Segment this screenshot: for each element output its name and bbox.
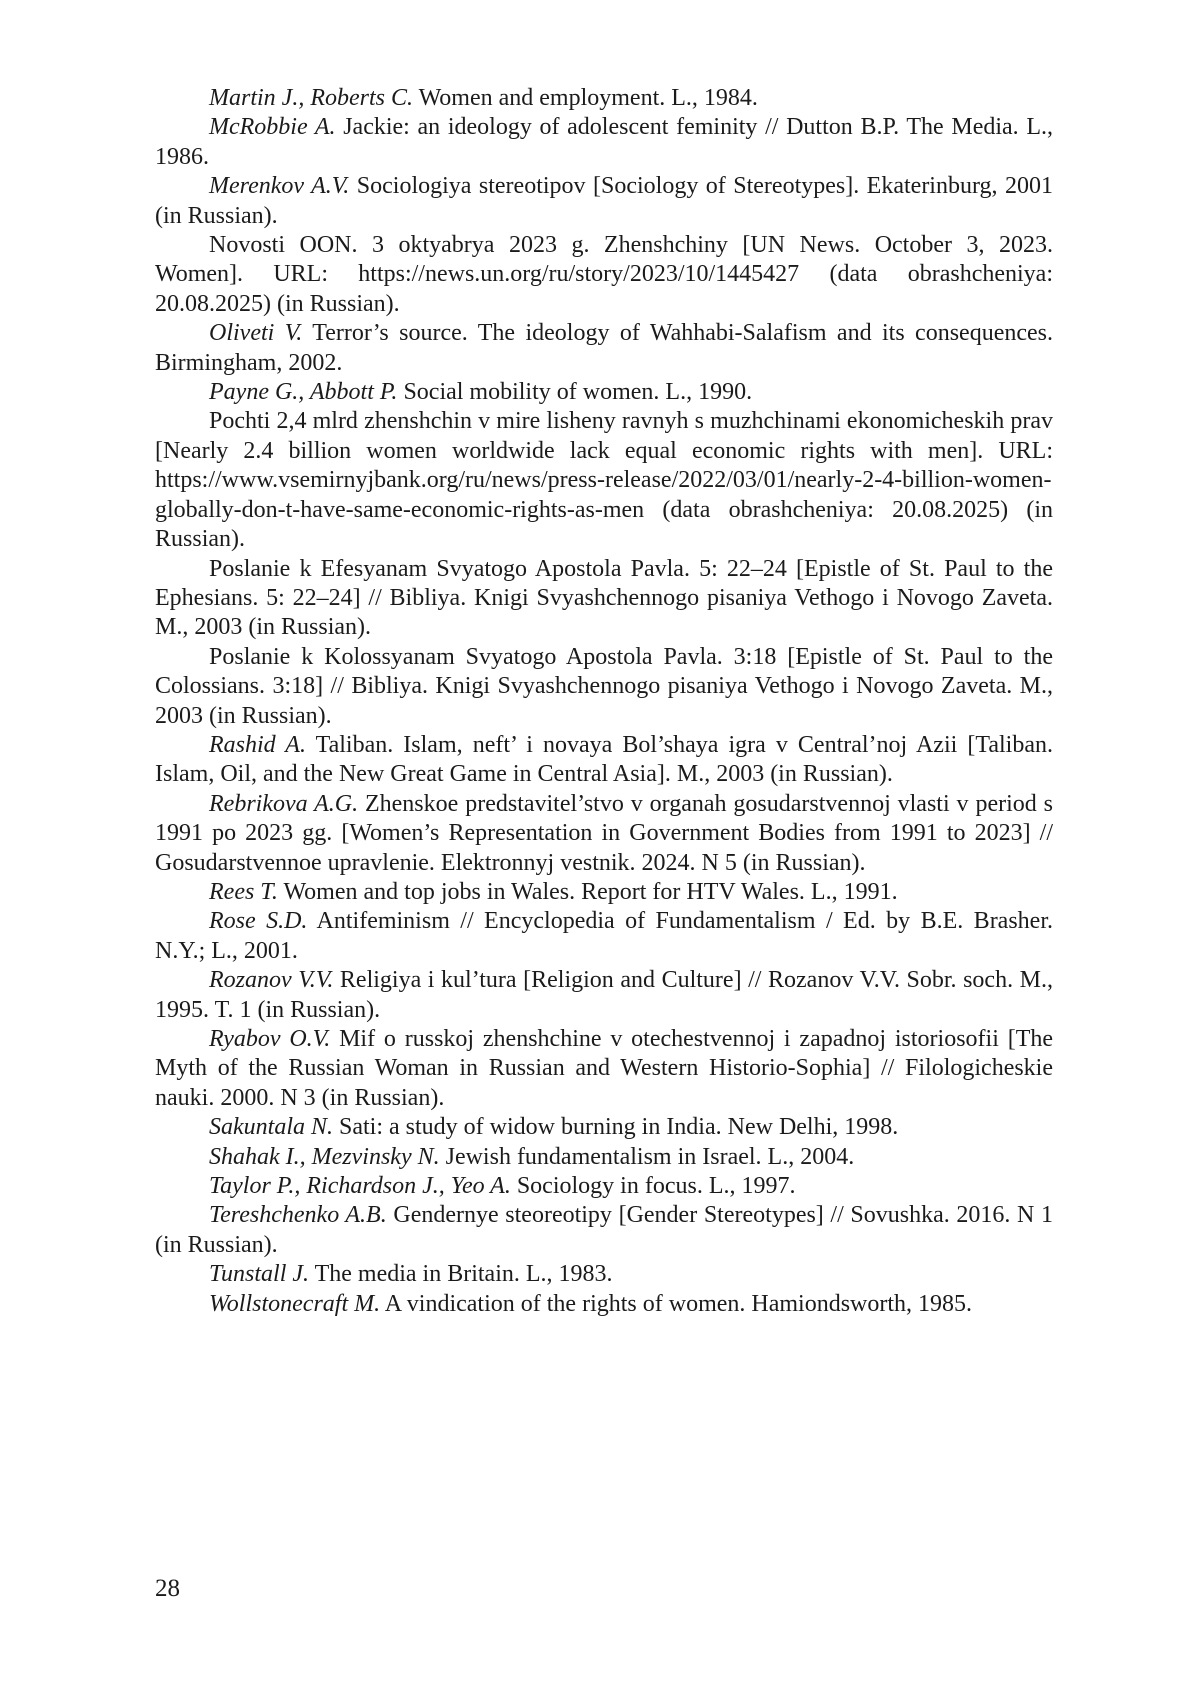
reference-entry [155,1172,1053,1201]
reference-author: Martin J., Roberts C. [209,85,413,111]
reference-author: Rose S.D. [209,908,308,935]
reference-entry [155,878,1053,907]
reference-entry [155,1201,1053,1260]
reference-entry [155,907,1053,966]
reference-entry [155,407,1053,554]
reference-text: Poslanie k Efesyanam Svyatogo Apostola Pavla. 5: 22–24 [Epistle of St. Paul to the Ephesians. 5: 22–24] // Bibliya. Knigi Svyashchennogo pisaniya Vethogo i Novogo Zaveta. M., 2003 (in Russian). [155,555,1053,641]
reference-text: Taliban. Islam, neft’ i novaya Bol’shaya igra v Central’noj Azii [Taliban. Islam, Oil, and the New Great Game in Central Asia]. M., 2003 (in Russian). [155,731,1053,788]
reference-author: Tunstall J. [209,1261,310,1288]
reference-entry [155,113,1053,172]
reference-entry [155,1113,1053,1142]
reference-entry [155,790,1053,878]
reference-text: Poslanie k Kolossyanam Svyatogo Apostola Pavla. 3:18 [Epistle of St. Paul to the Colossians. 3:18] // Bibliya. Knigi Svyashchennogo pisaniya Vethogo i Novogo Zaveta. M., 2003 (in Russian). [155,643,1053,729]
page-number: 28 [155,1575,180,1602]
reference-entry [155,231,1053,319]
reference-author: Merenkov A.V. [209,173,350,200]
reference-text: Novosti OON. 3 oktyabrya 2023 g. Zhenshchiny [UN News. October 3, 2023. Women]. URL: https://news.un.org/ru/story/2023/10/1445427 (data obrashcheniya: 20.08.2025) (in Russian). [155,232,1053,317]
reference-author: Taylor P., Richardson J., Yeo A. [209,1173,511,1200]
reference-list [155,84,1053,1319]
reference-author: McRobbie A. [209,114,336,141]
reference-text: Sociologiya stereotipov [Sociology of Stereotypes]. Ekaterinburg, 2001 (in Russian). [155,173,1053,229]
reference-entry [155,172,1053,231]
reference-author: Shahak I., Mezvinsky N. [209,1143,440,1170]
reference-entry [155,1260,1053,1289]
reference-text: Pochti 2,4 mlrd zhenshchin v mire lisheny ravnyh s muzhchinami ekonomicheskih prav [Nearly 2.4 billion women worldwide lack equal economic rights with men]. URL: https://www.vsemirnyjbank.org/ru/news/press-release/2022/03/01/nearly-2-4-billion-women-globally-don-t-have-same-economic-rights-as-men (data obrashcheniya: 20.08.2025) (in Russian). [155,408,1053,553]
reference-text: Social mobility of women. L., 1990. [397,379,753,406]
reference-author: Ryabov O.V. [209,1026,331,1052]
reference-author: Tereshchenko A.B. [209,1202,387,1229]
reference-entry [155,1143,1053,1172]
reference-entry [155,731,1053,790]
reference-text: A vindication of the rights of women. Hamiondsworth, 1985. [380,1290,973,1317]
reference-entry [155,643,1053,731]
reference-text: Sati: a study of widow burning in India. New Delhi, 1998. [333,1114,899,1141]
reference-text: Mif o russkoj zhenshchine v otechestvennoj i zapadnoj istoriosofii [The Myth of the Russian Woman in Russian and Western Historio-Sophia] // Filologicheskie nauki. 2000. N 3 (in Russian). [155,1026,1054,1111]
reference-entry [155,555,1053,643]
reference-text: Jewish fundamentalism in Israel. L., 2004. [439,1143,855,1170]
reference-author: Sakuntala N. [209,1114,333,1141]
reference-entry [155,1290,1053,1319]
reference-author: Rebrikova A.G. [209,790,359,817]
reference-text: Women and top jobs in Wales. Report for HTV Wales. L., 1991. [277,878,898,905]
reference-author: Rozanov V.V. [209,967,334,994]
reference-text: Women and employment. L., 1984. [413,85,758,111]
reference-entry [155,966,1053,1025]
reference-author: Oliveti V. [209,320,303,347]
reference-text: Antifeminism // Encyclopedia of Fundamentalism / Ed. by B.E. Brasher. N.Y.; L., 2001. [155,908,1053,964]
reference-text: Terror’s source. The ideology of Wahhabi-Salafism and its consequences. Birmingham, 2002. [155,320,1054,376]
reference-text: Zhenskoe predstavitel’stvo v organah gosudarstvennoj vlasti v period s 1991 po 2023 gg. [Women’s Representation in Government Bodies from 1991 to 2023] // Gosudarstvennoe upravlenie. Elektronnyj vestnik. 2024. N 5 (in Russian). [155,790,1054,876]
reference-author: Wollstonecraft M. [209,1290,381,1317]
reference-entry [155,84,1053,113]
reference-entry [155,1025,1053,1113]
reference-text: Religiya i kul’tura [Religion and Culture] // Rozanov V.V. Sobr. soch. M., 1995. T. 1 (in Russian). [155,967,1053,1023]
reference-text: Sociology in focus. L., 1997. [510,1173,796,1200]
reference-author: Payne G., Abbott P. [209,379,398,406]
reference-entry [155,319,1053,378]
reference-entry [155,378,1053,407]
reference-author: Rashid A. [209,731,306,758]
reference-text: The media in Britain. L., 1983. [309,1261,613,1288]
reference-author: Rees T. [209,878,278,905]
reference-text: Jackie: an ideology of adolescent feminity // Dutton B.P. The Media. L., 1986. [155,114,1053,170]
reference-text: Gendernye steoreotipy [Gender Stereotypes] // Sovushka. 2016. N 1 (in Russian). [155,1202,1054,1258]
